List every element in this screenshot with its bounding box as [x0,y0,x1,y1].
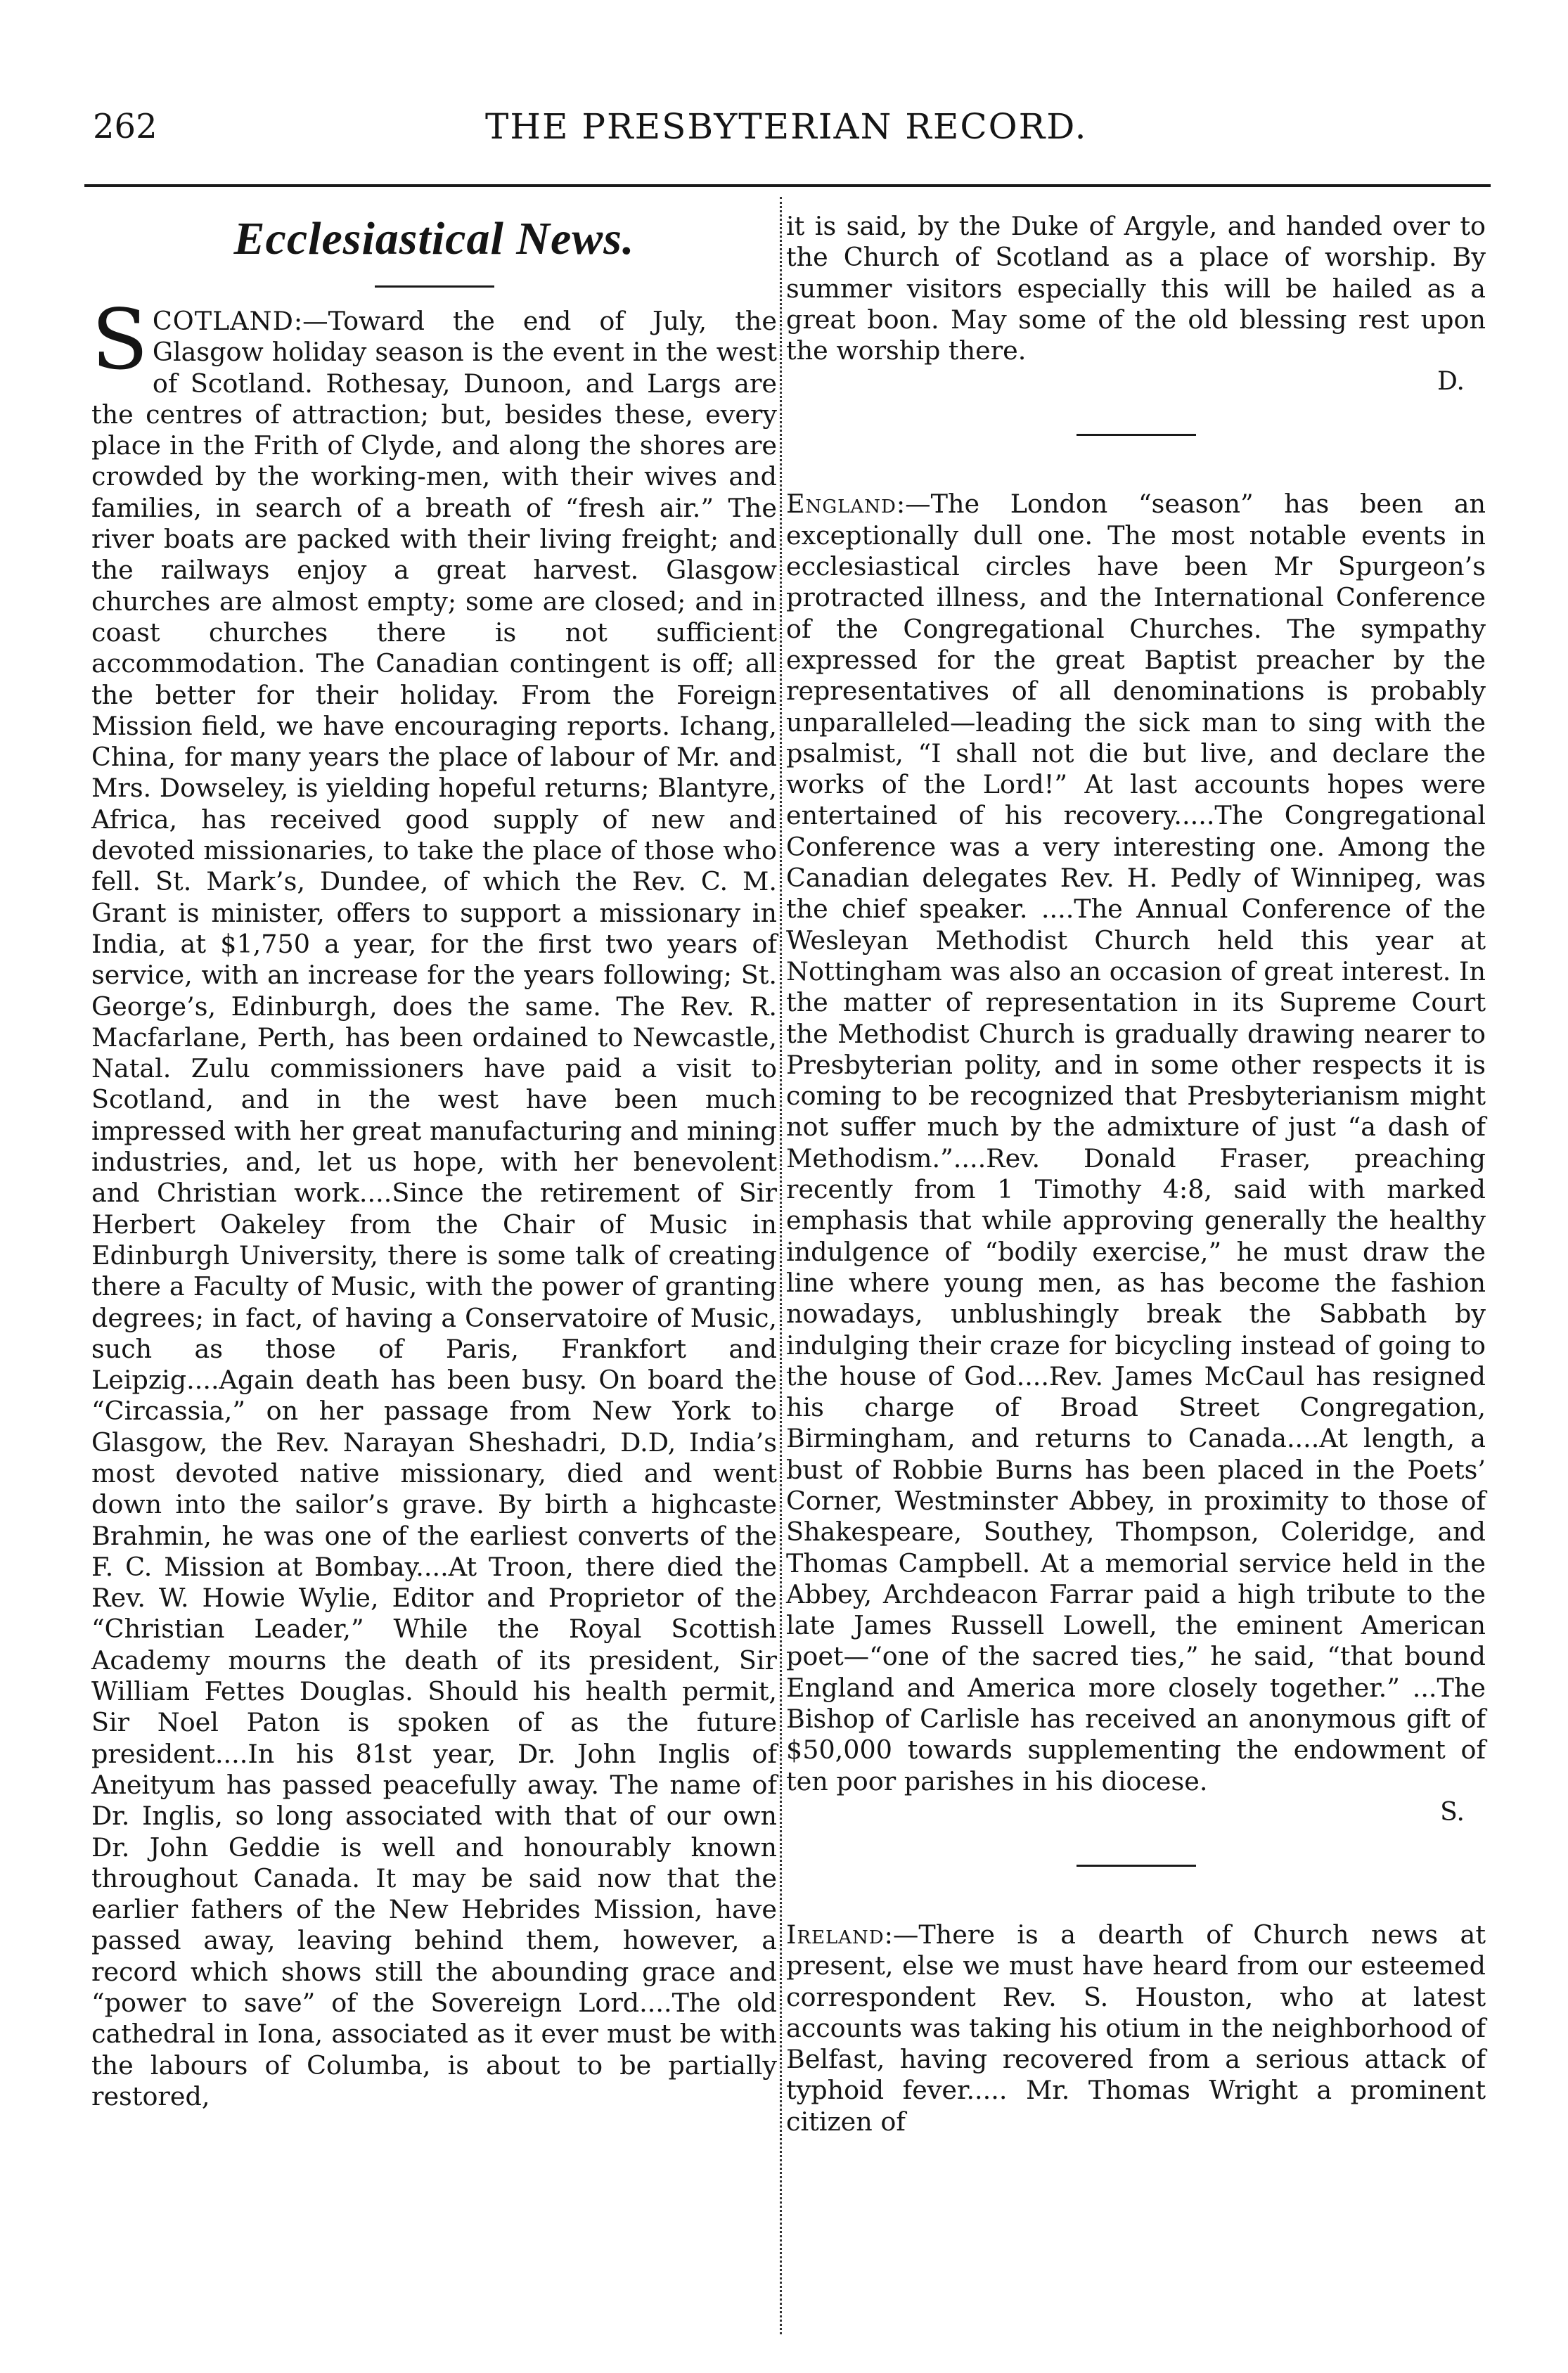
signature-s: S. [1440,1797,1465,1827]
england-label: England [786,489,897,520]
heading-rule [375,285,494,288]
ireland-text: :—There is a dearth of Church news at present, else we must have heard from our esteemed correspondent Rev. S. Houston, who at latest accounts was taking his otium in the neighborhood of Belfast, having recovered from a serious attack of typhoid fever..... Mr. Thomas Wright a prominent citizen of [786,1919,1486,2137]
divider-rule [1077,1865,1196,1867]
column-divider [780,197,782,2334]
section-divider [786,1828,1486,1919]
page-number: 262 [93,107,158,146]
section-divider [786,397,1486,489]
england-paragraph [786,489,1486,1796]
ireland-label: Ireland [786,1919,885,1950]
divider-rule [1077,434,1196,436]
scotland-text: :—Toward the end of July, the Glasgow holiday season is the event in the west of Scotland. Rothesay, Dunoon, and Largs are the centres of attraction; but, besides these, every place in the Frith of Clyde, and along the shores are crowded by the working-men, with their wives and families, in search of a breath of “fresh air.” The river boats are packed with their living freight; and the railways enjoy a great harvest. Glasgow churches are almost empty; some are closed; and in coast churches there is not sufficient accommodation. The Canadian contingent is off; all the better for their holiday. From the Foreign Mission field, we have encouraging reports. Ichang, China, for many years the place of labour of Mr. and Mrs. Dowseley, is yielding hopeful returns; Blantyre, Africa, has received good supply of new and devoted missionaries, to take the place of those who fell. St. Mark’s, Dundee, of which the Rev. C. M. Grant is minister, offers to support a missionary in India, at $1,750 a year, for the first two years of service, with an increase for the years following; St. George’s, Edinburgh, does the same. The Rev. R. Macfarlane, Perth, has been ordained to Newcastle, Natal. Zulu commissioners have paid a visit to Scotland, and in the west have been much impressed with her great manufacturing and mining industries, and, let us hope, with her benevolent and Christian work....Since the retirement of Sir Herbert Oakeley from the Chair of Music in Edinburgh University, there is some talk of creating there a Faculty of Music, with the power of granting degrees; in fact, of having a Conservatoire of Music, such as those of Paris, Frankfort and Leipzig....Again death has been busy. On board the “Circassia,” on her passage from New York to Glasgow, the Rev. Narayan Sheshadri, D.D, India’s most devoted native missionary, died and went down into the sailor’s grave. By birth a highcaste Brahmin, he was one of the earliest converts of the F. C. Mission at Bombay....At Troon, there died the Rev. W. Howie Wylie, Editor and Proprietor of the “Christian Leader,” While the Royal Scottish Academy mourns the death of its president, Sir William Fettes Douglas. Should his health permit, Sir Noel Paton is spoken of as the future president....In his 81st year, Dr. John Inglis of Aneityum has passed peacefully away. The name of Dr. Inglis, so long associated with that of our own Dr. John Geddie is well and honourably known throughout Canada. It may be said now that the earlier fathers of the New Hebrides Mission, have passed away, leaving behind them, however, a record which shows still the abounding grace and “power to save” of the Sovereign Lord....The old cathedral in Iona, associated as it ever must be with the labours of Columba, is about to be partially restored, [91,306,777,2111]
running-title: THE PRESBYTERIAN RECORD. [485,106,1088,147]
ireland-paragraph [786,1919,1486,2137]
page-header [0,105,1568,155]
right-column [786,211,1486,2334]
section-heading: Ecclesiastical News. [233,213,635,264]
scotland-paragraph [91,291,777,2112]
signature-d: D. [1437,367,1465,397]
england-text: :—The London “season” has been an exceptionally dull one. The most notable events in ecclesiastical circles have been Mr Spurgeon’s protracted illness, and the International Conference of the Congregational Churches. The sympathy expressed for the great Baptist preacher by the representatives of all denominations is probably unparalleled—leading the sick man to sing with the psalmist, “I shall not die but live, and declare the works of the Lord!” At last accounts hopes were entertained of his recovery.....The Congregational Conference was a very interesting one. Among the Canadian delegates Rev. H. Pedly of Winnipeg, was the chief speaker. ....The Annual Conference of the Wesleyan Methodist Church held this year at Nottingham was also an occasion of great interest. In the matter of representation in its Supreme Court the Methodist Church is gradually drawing nearer to Presbyterian polity, and in some other respects it is coming to be recognized that Presbyterianism might not suffer much by the admixture of just “a dash of Methodism.”....Rev. Donald Fraser, preaching recently from 1 Timothy 4:8, said with marked emphasis that while approving generally the healthy indulgence of “bodily exercise,” he must draw the line where young men, as has become the fashion nowadays, unblushingly break the Sabbath by indulging their craze for bicycling instead of going to the house of God....Rev. James McCaul has resigned his charge of Broad Street Congregation, Birmingham, and returns to Canada....At length, a bust of Robbie Burns has been placed in the Poets’ Corner, Westminster Abbey, in proximity to those of Shakespeare, Southey, Thompson, Coleridge, and Thomas Campbell. At a memorial service held in the Abbey, Archdeacon Farrar paid a high tribute to the late James Russell Lowell, the eminent American poet—“one of the sacred ties,” he said, “that bound England and America more closely together.” ...The Bishop of Carlisle has received an anonymous gift of $50,000 towards supplementing the endowment of ten poor parishes in his diocese. [786,489,1486,1796]
left-column [91,211,777,2334]
scotland-continuation: it is said, by the Duke of Argyle, and handed over to the Church of Scotland as a place of worship. By summer visitors especially this will be hailed as a great boon. May some of the old blessing rest upon the worship there. [786,211,1486,366]
scotland-label: COTLAND [152,306,294,336]
drop-cap: S [91,291,148,388]
header-rule [84,184,1491,187]
